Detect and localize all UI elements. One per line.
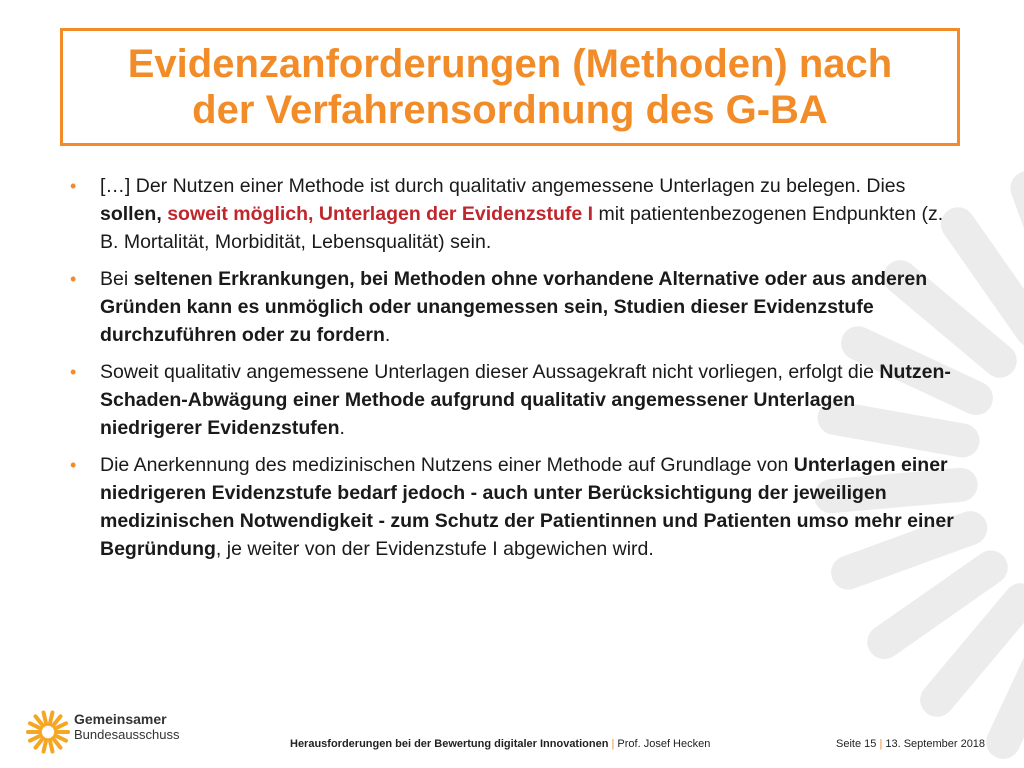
footer-presentation-info bbox=[290, 738, 710, 750]
footer-presentation-title: Herausforderungen bei der Bewertung digitaler Innovationen bbox=[290, 738, 609, 750]
bullet-1-text: […] Der Nutzen einer Methode ist durch qualitativ angemessene Unterlagen zu belegen. Dies bbox=[100, 175, 906, 197]
bullet-3-bold: Nutzen-Schaden-Abwägung einer Methode aufgrund qualitativ angemessener Unterlagen niedrigerer Evidenzstufen bbox=[100, 361, 951, 439]
bullet-item-2 bbox=[70, 265, 960, 349]
bullet-3-text-end: . bbox=[339, 417, 345, 439]
bullet-2-text-end: . bbox=[384, 324, 391, 346]
bullet-1-text-end: mit patientenbezogenen Endpunkten (z. B. Mortalität, Morbidität, Lebensqualität) sein. bbox=[100, 203, 944, 253]
bullet-1-bold: sollen, bbox=[100, 203, 162, 225]
bullet-list bbox=[70, 172, 960, 572]
bullet-marker: • bbox=[70, 362, 77, 382]
bullet-marker: • bbox=[70, 176, 77, 196]
slide-title-line2: der Verfahrensordnung des G-BA bbox=[192, 88, 828, 132]
logo-ray bbox=[50, 740, 53, 752]
bullet-item-4 bbox=[70, 451, 960, 563]
bullet-4-text-end: , je weiter von der Evidenzstufe I abgewichen wird. bbox=[215, 538, 654, 560]
bullet-item-1 bbox=[70, 172, 960, 256]
footer-page-number: Seite 15 bbox=[836, 738, 877, 750]
logo-line1: Gemeinsamer bbox=[74, 711, 167, 727]
bullet-2-bold: seltenen Erkrankungen, bei Methoden ohne vorhandene Alternative oder aus anderen Gründen kann es unmöglich oder unangemessen sein, Studien dieser Evidenzstufe durchzuführen oder zu fordern bbox=[100, 268, 928, 346]
organization-logo-text bbox=[74, 712, 180, 742]
footer-author: Prof. Josef Hecken bbox=[617, 738, 711, 750]
bullet-3-text: Soweit qualitativ angemessene Unterlagen dieser Aussagekraft nicht vorliegen, erfolgt die bbox=[100, 361, 880, 383]
logo-line2: Bundesausschuss bbox=[74, 727, 180, 742]
logo-ray bbox=[50, 713, 53, 725]
bullet-marker: • bbox=[70, 269, 77, 289]
footer-separator: | bbox=[879, 738, 883, 750]
slide-title-box bbox=[60, 28, 960, 146]
bullet-4-bold: Unterlagen einer niedrigeren Evidenzstufe bedarf jedoch - auch unter Berücksichtigung der jeweiligen medizinischen Notwendigkeit - zum Schutz der Patientinnen und Patienten umso mehr einer Begründung bbox=[100, 454, 954, 560]
logo-ray bbox=[44, 740, 47, 752]
bullet-1-highlight: soweit möglich, Unterlagen der Evidenzstufe I bbox=[161, 203, 594, 225]
footer-page-info bbox=[836, 738, 985, 750]
footer-date: 13. September 2018 bbox=[885, 738, 986, 750]
slide-title bbox=[128, 41, 892, 133]
bullet-marker: • bbox=[70, 455, 77, 475]
bullet-4-text: Die Anerkennung des medizinischen Nutzens einer Methode auf Grundlage von bbox=[100, 454, 794, 476]
footer-separator: | bbox=[611, 738, 615, 750]
logo-ray bbox=[44, 713, 47, 725]
bullet-item-3 bbox=[70, 358, 960, 442]
bullet-2-text: Bei bbox=[100, 268, 134, 290]
slide-title-line1: Evidenzanforderungen (Methoden) nach bbox=[127, 42, 893, 86]
